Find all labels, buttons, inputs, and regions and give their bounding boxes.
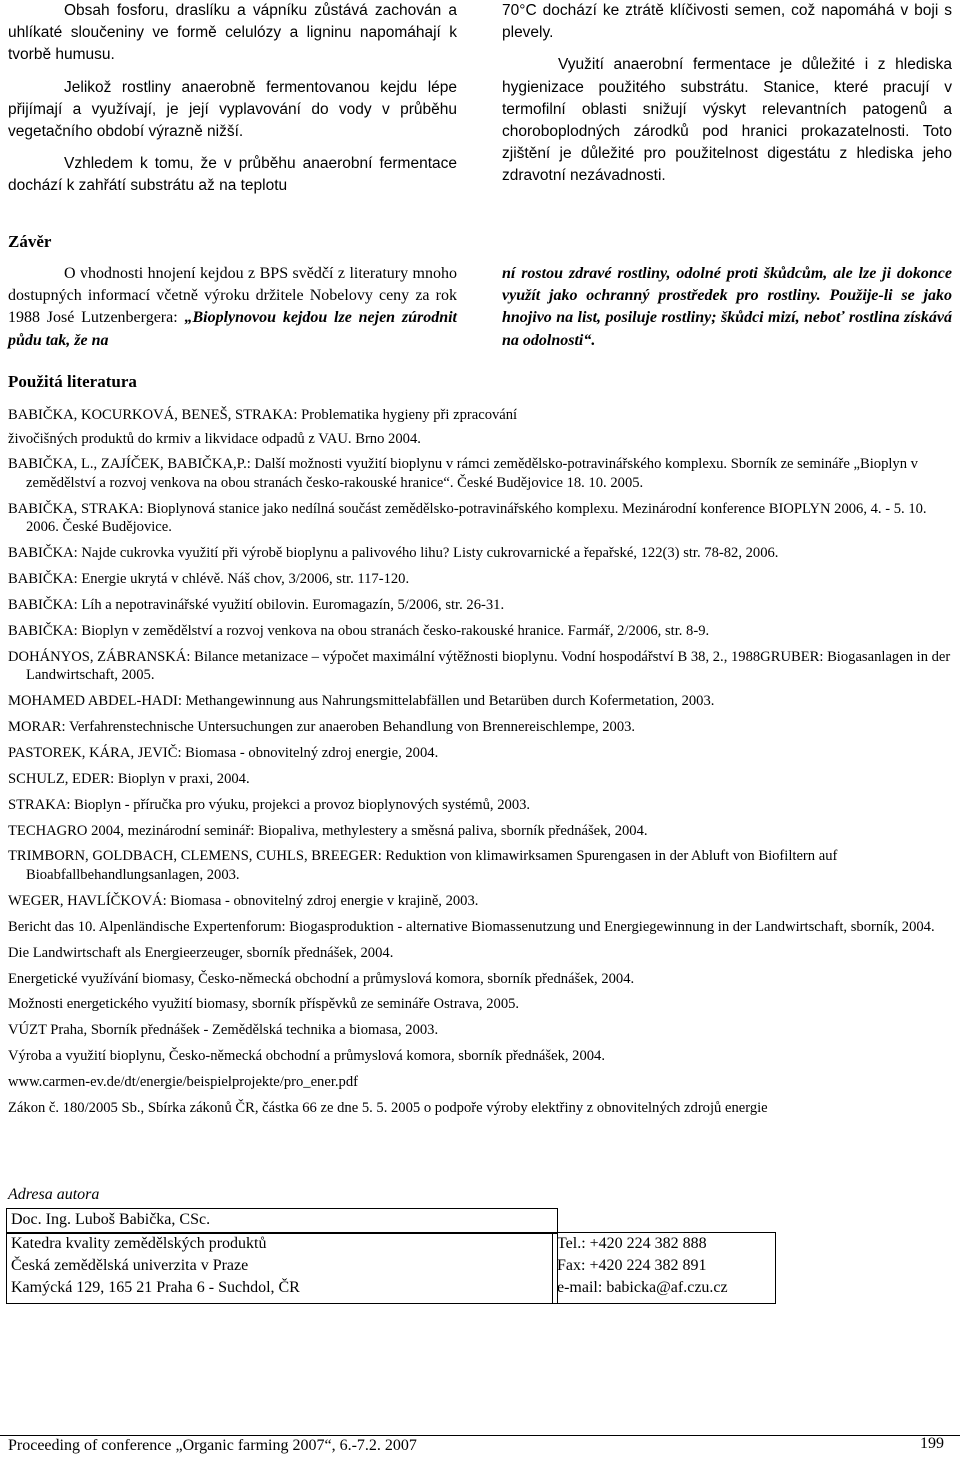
author-name: Doc. Ing. Luboš Babička, CSc. xyxy=(11,1211,211,1228)
author-name-box xyxy=(6,1208,558,1234)
reference-item: MORAR: Verfahrenstechnische Untersuchungen zur anaeroben Behandlung von Brennereischlempe, 2003. xyxy=(8,719,636,736)
reference-item: www.carmen-ev.de/dt/energie/beispielprojekte/pro_ener.pdf xyxy=(8,1074,358,1091)
reference-item: BABIČKA: Najde cukrovka využití při výrobě bioplynu a palivového lihu? Listy cukrovarnické a řepařské, 122(3) str. 78-82, 2006. xyxy=(8,545,779,562)
footer-proceeding: Proceeding of conference „Organic farming 2007“, 6.-7.2. 2007 xyxy=(8,1437,417,1454)
conclusion-left xyxy=(8,263,457,352)
lutzenberger-quote-end: ní rostou zdravé rostliny, odolné proti škůdcům, ale lze ji dokonce využít jako ochranný prostředek pro rostliny. Použije-li se jako hnojivo na list, posiluje rostliny; škůdci mizí, neboť rostlina získává na odolnosti“. xyxy=(502,265,952,349)
author-address: Kamýcká 129, 165 21 Praha 6 - Suchdol, ČR xyxy=(11,1279,300,1296)
author-fax: Fax: +420 224 382 891 xyxy=(557,1257,707,1274)
paragraph-slurry-uptake: Jelikož rostliny anaerobně fermentovanou kejdu lépe přijímají a využívají, je její vyplavování do vody v průběhu vegetačního období výrazně nižší. xyxy=(8,78,457,141)
reference-item: živočišných produktů do krmiv a likvidace odpadů z VAU. Brno 2004. xyxy=(8,430,421,447)
reference-item: VÚZT Praha, Sborník přednášek - Zemědělská technika a biomasa, 2003. xyxy=(8,1022,439,1039)
reference-item: TECHAGRO 2004, mezinárodní seminář: Biopaliva, methylestery a směsná paliva, sborník přednášek, 2004. xyxy=(8,822,648,839)
reference-item: SCHULZ, EDER: Bioplyn v praxi, 2004. xyxy=(8,770,250,787)
lutzenberger-quote-start: „Bioplynovou kejdou lze nejen zúrodnit půdu tak, že na xyxy=(8,309,457,349)
literature-heading: Použitá literatura xyxy=(8,372,137,391)
conclusion-text: O vhodnosti hnojení kejdou z BPS svědčí z literatury mnoho dostupných informací včetně výroku držitele Nobelovy ceny za rok 1988 José Lutzenbergera: xyxy=(8,265,457,327)
reference-item: MOHAMED ABDEL-HADI: Methangewinnung aus Nahrungsmittelabfällen und Betarüben durch Kofermetation, 2003. xyxy=(8,693,715,710)
author-email: e-mail: babicka@af.czu.cz xyxy=(557,1279,728,1296)
author-university: Česká zemědělská univerzita v Praze xyxy=(11,1257,249,1274)
reference-item: Bericht das 10. Alpenländische Expertenforum: Biogasproduktion - alternative Biomassenutzung und Energiegewinnung in der Landwirtschaft, sborník, 2004. xyxy=(8,918,935,935)
author-department: Katedra kvality zemědělských produktů xyxy=(11,1235,267,1252)
page-number: 199 xyxy=(920,1435,944,1452)
conclusion-right xyxy=(502,263,952,352)
reference-item: WEGER, HAVLÍČKOVÁ: Biomasa - obnovitelný zdroj energie v krajině, 2003. xyxy=(8,892,479,909)
reference-item: PASTOREK, KÁRA, JEVIČ: Biomasa - obnovitelný zdroj energie, 2004. xyxy=(8,744,439,761)
paragraph-mineral-content: Obsah fosforu, draslíku a vápníku zůstává zachován a uhlíkaté sloučeniny ve formě celulózy a ligninu napomáhají k tvorbě humusu. xyxy=(8,2,457,64)
conclusion-heading: Závěr xyxy=(8,232,52,251)
reference-item: Možnosti energetického využití biomasy, sborník příspěvků ze semináře Ostrava, 2005. xyxy=(8,996,520,1013)
reference-item: Zákon č. 180/2005 Sb., Sbírka zákonů ČR, částka 66 ze dne 5. 5. 2005 o podpoře výroby elektřiny z obnovitelných zdrojů energie xyxy=(8,1099,768,1116)
paragraph-hygienization: Využití anaerobní fermentace je důležité i z hlediska hygienizace použitého substrátu. Stanice, které pracují v termofilní oblasti snižují výskyt relevantních patogenů a choroboplodných zárodků pod hranici prokazatelnosti. Toto zjištění je důležité pro použitelnost digestátu z hlediska jeho zdravotní nezávadnosti. xyxy=(502,56,952,185)
right-column-top xyxy=(502,0,952,188)
reference-item: BABIČKA, STRAKA: Bioplynová stanice jako nedílná součást zemědělsko-potravinářského komplexu. Mezinárodní konference BIOPLYN 2006, 4. - 5. 10. 2006. České Budějovice. xyxy=(8,500,927,536)
reference-item: BABIČKA: Bioplyn v zemědělství a rozvoj venkova na obou stranách česko-rakouské hranice. Farmář, 2/2006, str. 8-9. xyxy=(8,622,710,639)
reference-item: TRIMBORN, GOLDBACH, CLEMENS, CUHLS, BREEGER: Reduktion von klimawirksamen Spurengasen in der Abluft von Biofiltern auf Bioabfallbehandlungsanlagen, 2003. xyxy=(8,848,838,883)
reference-item: Die Landwirtschaft als Energieerzeuger, sborník přednášek, 2004. xyxy=(8,944,394,961)
reference-item: Energetické využívání biomasy, Česko-německá obchodní a průmyslová komora, sborník přednášek, 2004. xyxy=(8,970,635,987)
author-tel: Tel.: +420 224 382 888 xyxy=(557,1235,707,1252)
reference-item: Výroba a využití bioplynu, Česko-německá obchodní a průmyslová komora, sborník přednášek, 2004. xyxy=(8,1048,605,1065)
reference-item: BABIČKA, KOCURKOVÁ, BENEŠ, STRAKA: Problematika hygieny při zpracování xyxy=(8,407,518,423)
reference-item: DOHÁNYOS, ZÁBRANSKÁ: Bilance metanizace – výpočet maximální výtěžnosti bioplynu. Vodní hospodářství B 38, 2., 1988GRUBER: Biogasanlagen in der Landwirtschaft, 2005. xyxy=(8,648,951,684)
author-contact-box xyxy=(552,1232,776,1304)
reference-item: STRAKA: Bioplyn - příručka pro výuku, projekci a provoz bioplynových systémů, 2003. xyxy=(8,796,531,813)
left-column-top xyxy=(8,0,457,198)
paragraph-fermentation-heat: Vzhledem k tomu, že v průběhu anaerobní fermentace dochází k zahřátí substrátu až na teplotu xyxy=(8,155,457,195)
reference-item: BABIČKA: Líh a nepotravinářské využití obilovin. Euromagazín, 5/2006, str. 26-31. xyxy=(8,596,505,613)
author-address-label: Adresa autora xyxy=(8,1186,100,1203)
reference-list xyxy=(8,406,954,1125)
reference-item: BABIČKA, L., ZAJÍČEK, BABIČKA,P.: Další možnosti využití bioplynu v rámci zemědělsko-potravinářského komplexu. Sborník ze semináře „Bioplyn v zemědělství a rozvoj venkova na obou stranách česko-rakouské hranice“. České Budějovice 18. 10. 2005. xyxy=(8,456,918,491)
paragraph-seed-germination: 70°C dochází ke ztrátě klíčivosti semen, což napomáhá v boji s plevely. xyxy=(502,2,952,42)
author-institution-box xyxy=(6,1232,558,1304)
reference-item: BABIČKA: Energie ukrytá v chlévě. Náš chov, 3/2006, str. 117-120. xyxy=(8,571,410,588)
